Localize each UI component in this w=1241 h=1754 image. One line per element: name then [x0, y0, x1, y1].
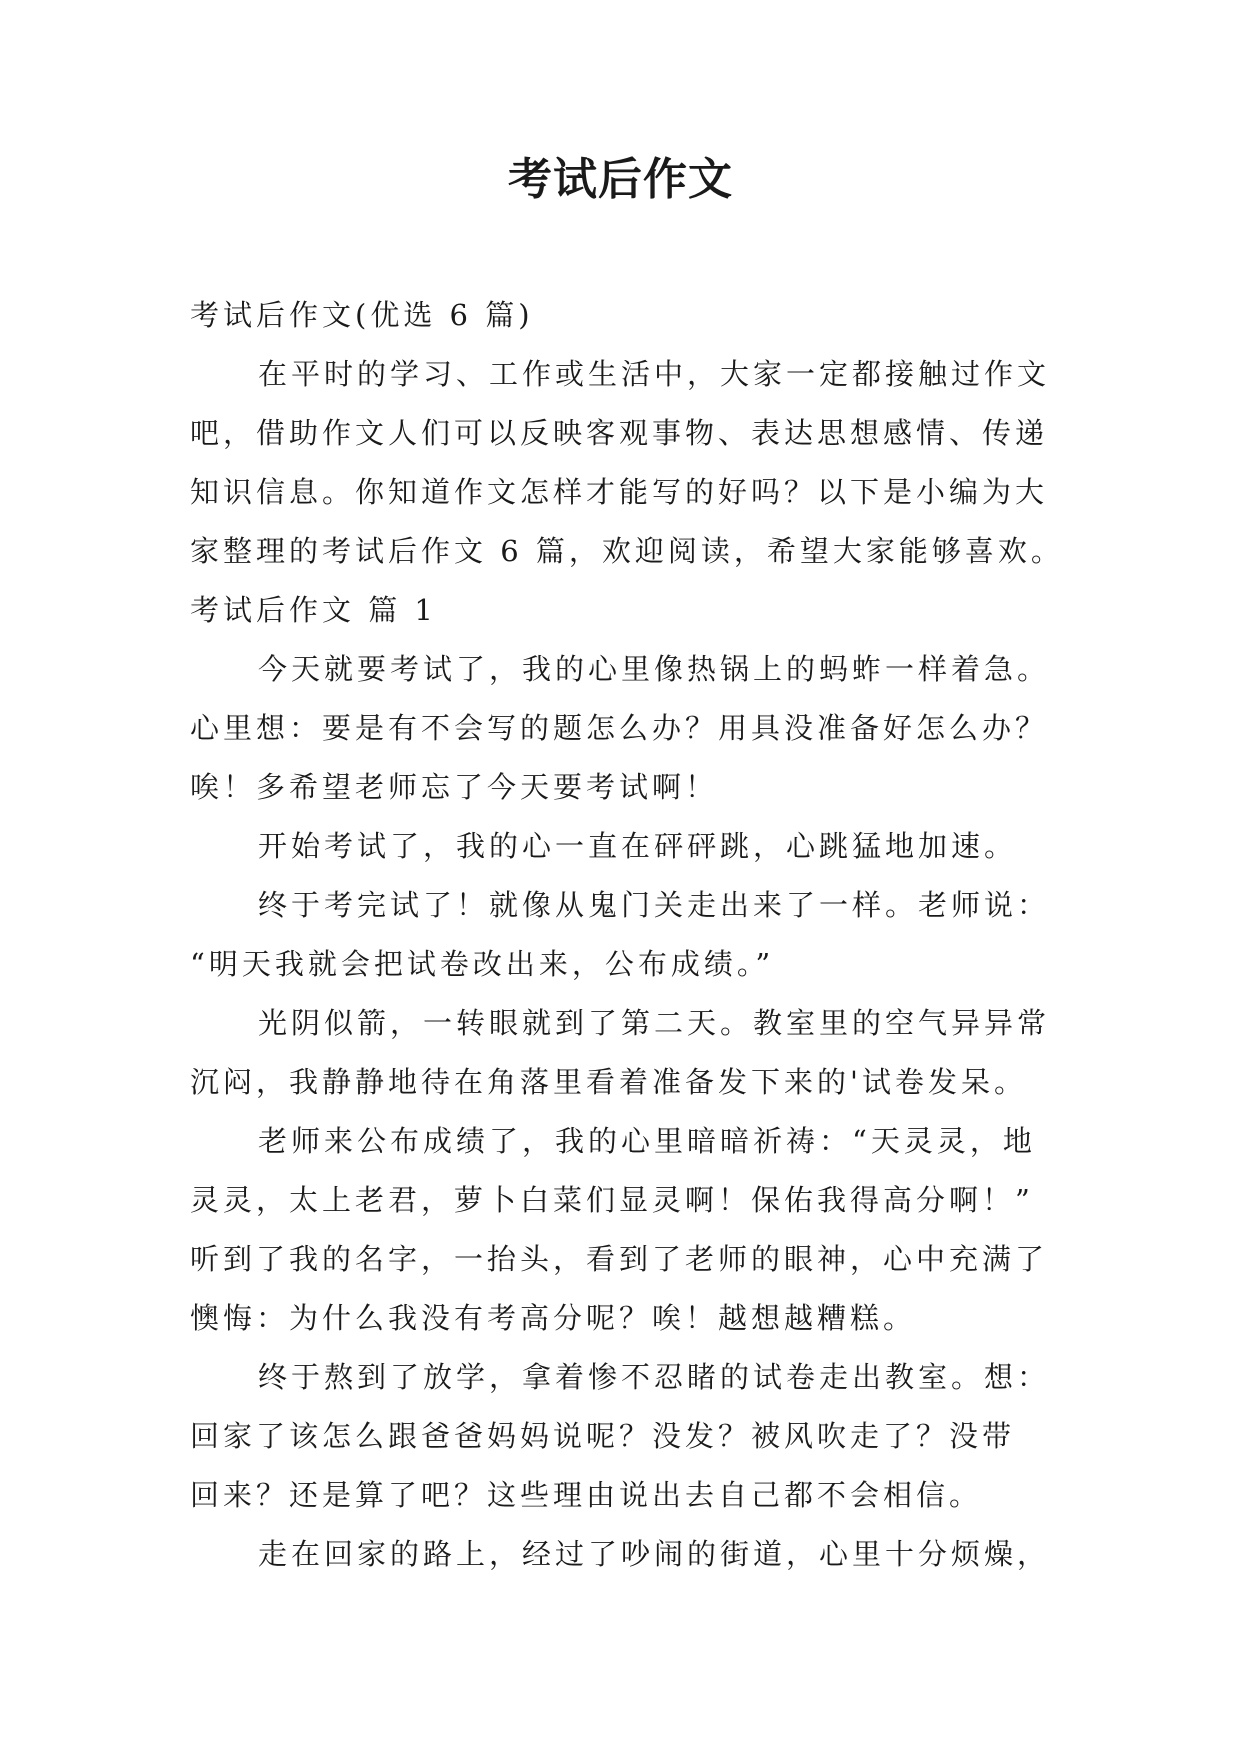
paragraph-line: 家整理的考试后作文 6 篇，欢迎阅读，希望大家能够喜欢。: [190, 534, 1064, 568]
paragraph-line: 老师来公布成绩了，我的心里暗暗祈祷：“天灵灵，地: [258, 1124, 1036, 1158]
paragraph-line: 回家了该怎么跟爸爸妈妈说呢？没发？被风吹走了？没带: [190, 1419, 1016, 1453]
paragraph-line: 灵灵，太上老君，萝卜白菜们显灵啊！保佑我得高分啊！”: [190, 1183, 1034, 1217]
paragraph-line: “明天我就会把试卷改出来，公布成绩。”: [190, 947, 775, 981]
paragraph-line: 走在回家的路上，经过了吵闹的街道，心里十分烦燥，: [258, 1537, 1051, 1571]
paragraph-line: 回来？还是算了吧？这些理由说出去自己都不会相信。: [190, 1478, 983, 1512]
document-body: [190, 286, 1070, 1584]
paragraph-line: 今天就要考试了，我的心里像热锅上的蚂蚱一样着急。: [258, 652, 1051, 686]
paragraph-line: 听到了我的名字，一抬头，看到了老师的眼神，心中充满了: [190, 1242, 1049, 1276]
paragraph-line: 懊悔：为什么我没有考高分呢？唉！越想越糟糕。: [190, 1301, 917, 1335]
paragraph-line: 吧，借助作文人们可以反映客观事物、表达思想感情、传递: [190, 416, 1049, 450]
subtitle-line: 考试后作文(优选 6 篇): [190, 298, 534, 332]
document-title: 考试后作文: [508, 154, 733, 205]
paragraph-line: 唉！多希望老师忘了今天要考试啊！: [190, 770, 719, 804]
paragraph-line: 终于熬到了放学，拿着惨不忍睹的试卷走出教室。想：: [258, 1360, 1051, 1394]
paragraph-line: 心里想：要是有不会写的题怎么办？用具没准备好怎么办？: [190, 711, 1049, 745]
paragraph-line: 开始考试了，我的心一直在砰砰跳，心跳猛地加速。: [258, 829, 1018, 863]
paragraph-line: 在平时的学习、工作或生活中，大家一定都接触过作文: [258, 357, 1051, 391]
paragraph-line: 光阴似箭，一转眼就到了第二天。教室里的空气异异常: [258, 1006, 1051, 1040]
paragraph-line: 知识信息。你知道作文怎样才能写的好吗？以下是小编为大: [190, 475, 1049, 509]
section-heading: 考试后作文 篇 1: [190, 593, 437, 627]
paragraph-line: 沉闷，我静静地待在角落里看着准备发下来的'试卷发呆。: [190, 1065, 1027, 1099]
paragraph-line: 终于考完试了！就像从鬼门关走出来了一样。老师说：: [258, 888, 1051, 922]
